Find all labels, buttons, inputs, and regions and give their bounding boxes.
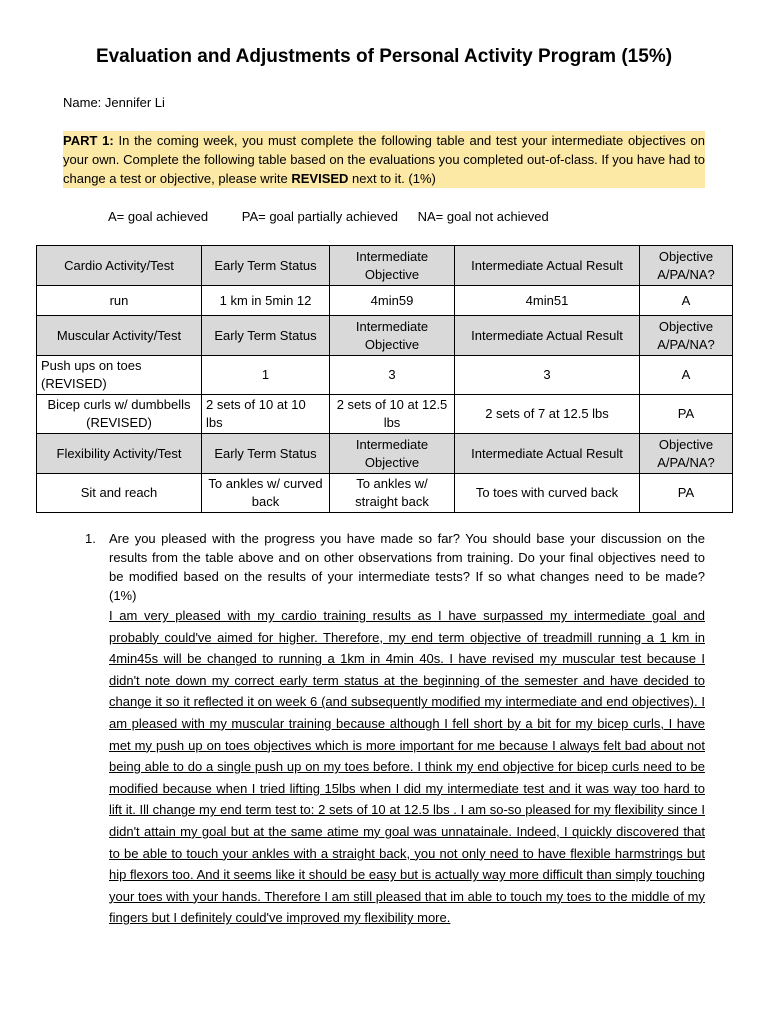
legend-a: A= goal achieved bbox=[108, 209, 209, 224]
part1-revised: REVISED bbox=[291, 171, 349, 186]
question-1 bbox=[85, 529, 705, 929]
table-cell: run bbox=[37, 286, 202, 316]
table-cell: Push ups on toes (REVISED) bbox=[37, 356, 202, 395]
header-cell: Intermediate Actual Result bbox=[455, 246, 640, 286]
header-cell: Intermediate Actual Result bbox=[455, 434, 640, 474]
answer-text: I am very pleased with my cardio training results as I have surpassed my intermediate goal and probably could've aimed for higher. Therefore, my end term objective of treadmill running a 1 km in 4min45s will be changed to running a 1km in 4min 40s. I have revised my muscular test because I didn't note down my correct early term status at the beginning of the semester and have decided to change it so it reflected it on week 6 (and subsequently modified my intermediate and end objectives). I am pleased with my muscular training because although I fell short by a bit for my bicep curls, I have met my push up on toes objectives which is more important for me because I always felt bad about not being able to do a single push up on my toes before. I think my end objective for bicep curls need to be modified because when I tried lifting 15lbs when I did my intermediate test and it was way too hard to lift it. Ill change my end term test to: 2 sets of 10 at 12.5 lbs . I am so-so pleased for my flexibility since I didn't attain my goal but at the same atime my goal was unnatainale. Indeed, I quickly discovered that to be able to touch your ankles with a straight back, you not only need to have flexible harmstrings but hip flexors too. And it seems like it should be easy but is actually way more difficult than simply touching your toes with your hands. Therefore I am still pleased that im able to touch my toes to the middle of my fingers but I definitely could've improved my flexibility more. bbox=[109, 608, 705, 926]
header-cell: Intermediate Objective bbox=[330, 316, 455, 356]
part1-instructions bbox=[63, 131, 705, 188]
table-cell: 1 bbox=[202, 356, 330, 395]
table-cell: 3 bbox=[330, 356, 455, 395]
table-cell: 2 sets of 7 at 12.5 lbs bbox=[455, 395, 640, 434]
student-name: Name: Jennifer Li bbox=[63, 95, 165, 110]
header-cell: Cardio Activity/Test bbox=[37, 246, 202, 286]
table-cell: PA bbox=[640, 474, 733, 513]
header-cell: Intermediate Objective bbox=[330, 246, 455, 286]
table-cell: A bbox=[640, 286, 733, 316]
question-text: Are you pleased with the progress you have made so far? You should base your discussion on the results from the table above and on other observations from training. Do your final objectives need to be modified based on the results of your intermediate tests? If so what changes need to be made? (1%) bbox=[109, 531, 705, 603]
header-cell: Intermediate Objective bbox=[330, 434, 455, 474]
evaluation-table bbox=[36, 245, 733, 513]
table-cell: 3 bbox=[455, 356, 640, 395]
table-cell: Sit and reach bbox=[37, 474, 202, 513]
table-row bbox=[37, 356, 733, 395]
part1-text-a: In the coming week, you must complete the following table and test your intermediate objectives on your own. Complete the following table based on the evaluations you completed out-of-class. If you have had to change a test or objective, please write bbox=[63, 133, 705, 186]
table-row bbox=[37, 286, 733, 316]
table-cell: 4min59 bbox=[330, 286, 455, 316]
header-cell: Intermediate Actual Result bbox=[455, 316, 640, 356]
part1-text-b: next to it. (1%) bbox=[348, 171, 436, 186]
table-cell: 2 sets of 10 at 10 lbs bbox=[202, 395, 330, 434]
legend-pa: PA= goal partially achieved bbox=[241, 209, 398, 224]
cardio-header-row bbox=[37, 246, 733, 286]
flexibility-header-row bbox=[37, 434, 733, 474]
header-cell: Muscular Activity/Test bbox=[37, 316, 202, 356]
header-cell: Objective A/PA/NA? bbox=[640, 316, 733, 356]
table-cell: To toes with curved back bbox=[455, 474, 640, 513]
table-cell: 1 km in 5min 12 bbox=[202, 286, 330, 316]
table-cell: 4min51 bbox=[455, 286, 640, 316]
table-cell: PA bbox=[640, 395, 733, 434]
header-cell: Early Term Status bbox=[202, 246, 330, 286]
muscular-header-row bbox=[37, 316, 733, 356]
header-cell: Objective A/PA/NA? bbox=[640, 434, 733, 474]
legend-na: NA= goal not achieved bbox=[417, 209, 549, 224]
header-cell: Flexibility Activity/Test bbox=[37, 434, 202, 474]
table-cell: To ankles w/ straight back bbox=[330, 474, 455, 513]
page-title: Evaluation and Adjustments of Personal Activity Program (15%) bbox=[95, 46, 673, 67]
grading-legend bbox=[108, 209, 579, 224]
table-cell: Bicep curls w/ dumbbells (REVISED) bbox=[37, 395, 202, 434]
header-cell: Early Term Status bbox=[202, 316, 330, 356]
table-row bbox=[37, 395, 733, 434]
question-number: 1. bbox=[85, 531, 96, 546]
header-cell: Objective A/PA/NA? bbox=[640, 246, 733, 286]
table-row bbox=[37, 474, 733, 513]
table-cell: A bbox=[640, 356, 733, 395]
part1-label: PART 1: bbox=[63, 133, 114, 148]
table-cell: To ankles w/ curved back bbox=[202, 474, 330, 513]
table-cell: 2 sets of 10 at 12.5 lbs bbox=[330, 395, 455, 434]
header-cell: Early Term Status bbox=[202, 434, 330, 474]
